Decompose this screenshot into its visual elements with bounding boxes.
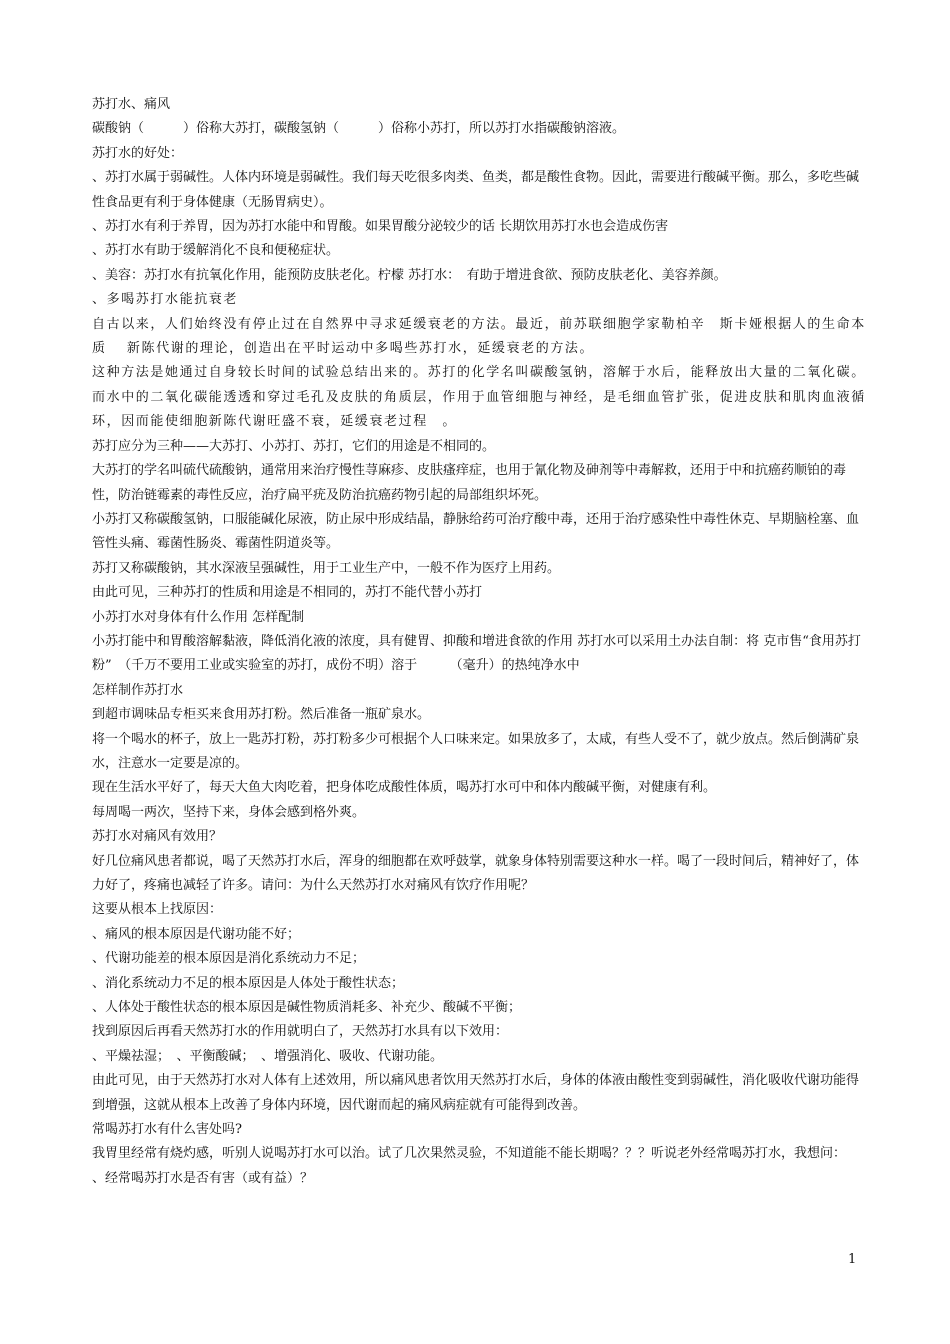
paragraph: 苏打又称碳酸钠，其水深液呈强碱性，用于工业生产中，一般不作为医疗上用药。 bbox=[92, 560, 561, 576]
paragraph: 我胃里经常有烧灼感，听别人说喝苏打水可以治。试了几次果然灵验，不知道能不能长期喝？？？听说老外经常喝苏打水，我想问： bbox=[92, 1146, 847, 1162]
list-item: 、代谢功能差的根本原因是消化系统动力不足； bbox=[92, 951, 366, 967]
section-heading: 怎样制作苏打水 bbox=[92, 682, 184, 698]
section-heading: 常喝苏打水有什么害处吗? bbox=[92, 1122, 242, 1138]
paragraph: 这种方法是她通过自身较长时间的试验总结出来的。苏打的化学名叫碳酸氢钠，溶解于水后，能释放出大量的二氧化碳。而水中的二氧化碳能透透和穿过毛孔及皮肤的角质层，作用于血管细胞与神经，是毛细血管扩张，促进皮肤和肌肉血液循环，因而能使细胞新陈代谢旺盛不衰，延缓衰老过程 。 bbox=[92, 365, 866, 430]
paragraph: 碳酸钠（ ）俗称大苏打，碳酸氢钠（ ）俗称小苏打，所以苏打水指碳酸钠溶液。 bbox=[92, 121, 626, 137]
paragraph: 每周喝一两次，坚持下来，身体会感到格外爽。 bbox=[92, 804, 366, 820]
paragraph: 小苏打能中和胃酸溶解黏液，降低消化液的浓度，具有健胃、抑酸和增进食欲的作用 苏打水可以采用土办法自制：将 克市售“食用苏打粉” （千万不要用工业或实验室的苏打，成份不明）溶于 （毫升）的热纯净水中 bbox=[92, 633, 861, 674]
paragraph: 将一个喝水的杯子，放上一匙苏打粉，苏打粉多少可根据个人口味来定。如果放多了，太咸，有些人受不了，就少放点。然后倒满矿泉水，注意水一定要是凉的。 bbox=[92, 731, 860, 771]
paragraph: 到超市调味品专柜买来食用苏打粉。然后准备一瓶矿泉水。 bbox=[92, 707, 431, 723]
paragraph: 现在生活水平好了，每天大鱼大肉吃着，把身体吃成酸性体质，喝苏打水可中和体内酸碱平衡，对健康有利。 bbox=[92, 780, 717, 796]
paragraph: 大苏打的学名叫硫代硫酸钠，通常用来治疗慢性荨麻疹、皮肤瘙痒症，也用于氰化物及砷剂等中毒解救，还用于中和抗癌药顺铂的毒性，防治链霉素的毒性反应，治疗扁平疣及防治抗癌药物引起的局部组织坏死。 bbox=[92, 463, 847, 503]
page-number: 1 bbox=[848, 1252, 857, 1267]
paragraph: 自古以来，人们始终没有停止过在自然界中寻求延缓衰老的方法。最近，前苏联细胞学家勒柏辛 斯卡娅根据人的生命本质 新陈代谢的理论，创造出在平时运动中多喝些苏打水，延缓衰老的方法。 bbox=[92, 316, 866, 357]
list-item: 、多喝苏打水能抗衰老 bbox=[92, 292, 239, 308]
list-item: 、苏打水有助于缓解消化不良和便秘症状。 bbox=[92, 243, 340, 259]
list-item: 、苏打水属于弱碱性。人体内环境是弱碱性。我们每天吃很多肉类、鱼类，都是酸性食物。因此，需要进行酸碱平衡。那么，多吃些碱性食品更有利于身体健康（无肠胃病史）。 bbox=[92, 170, 860, 210]
list-item: 、美容：苏打水有抗氧化作用，能预防皮肤老化。柠檬 苏打水： 有助于增进食欲、预防皮肤老化、美容养颜。 bbox=[92, 267, 727, 283]
list-item: 、人体处于酸性状态的根本原因是碱性物质消耗多、补充少、酸碱不平衡； bbox=[92, 1000, 522, 1016]
list-item: 、经常喝苏打水是否有害（或有益）？ bbox=[92, 1170, 314, 1186]
section-heading: 苏打水对痛风有效用？ bbox=[92, 829, 223, 845]
paragraph: 好几位痛风患者都说，喝了天然苏打水后，浑身的细胞都在欢呼鼓掌，就象身体特别需要这种水一样。喝了一段时间后，精神好了，体力好了，疼痛也减轻了许多。请问：为什么天然苏打水对痛风有饮疗作用呢？ bbox=[92, 853, 860, 893]
paragraph: 小苏打又称碳酸氢钠，口服能碱化尿液，防止尿中形成结晶，静脉给药可治疗酸中毒，还用于治疗感染性中毒性休克、早期脑栓塞、血管性头痛、霉菌性肠炎、霉菌性阴道炎等。 bbox=[92, 511, 860, 552]
paragraph: 找到原因后再看天然苏打水的作用就明白了，天然苏打水具有以下效用： bbox=[92, 1024, 509, 1040]
section-heading: 小苏打水对身体有什么作用 怎样配制 bbox=[92, 609, 305, 625]
paragraph: 苏打应分为三种——大苏打、小苏打、苏打，它们的用途是不相同的。 bbox=[92, 438, 496, 454]
list-item: 、消化系统动力不足的根本原因是人体处于酸性状态； bbox=[92, 975, 405, 991]
paragraph: 由此可见，三种苏打的性质和用途是不相同的，苏打不能代替小苏打 bbox=[92, 585, 483, 601]
list-item: 、平燥祛湿； 、平衡酸碱； 、增强消化、吸收、代谢功能。 bbox=[92, 1048, 444, 1064]
paragraph: 这要从根本上找原因： bbox=[92, 902, 223, 918]
section-title: 苏打水、痛风 bbox=[92, 97, 171, 112]
list-item: 、痛风的根本原因是代谢功能不好； bbox=[92, 926, 301, 942]
paragraph: 由此可见，由于天然苏打水对人体有上述效用，所以痛风患者饮用天然苏打水后，身体的体液由酸性变到弱碱性，消化吸收代谢功能得到增强，这就从根本上改善了身体内环境，因代谢而起的痛风病症就有可能得到改善。 bbox=[92, 1073, 860, 1113]
section-heading: 苏打水的好处： bbox=[92, 145, 184, 161]
document-body bbox=[92, 93, 870, 1191]
list-item: 、苏打水有利于养胃，因为苏打水能中和胃酸。如果胃酸分泌较少的话 长期饮用苏打水也会造成伤害 bbox=[92, 219, 669, 235]
